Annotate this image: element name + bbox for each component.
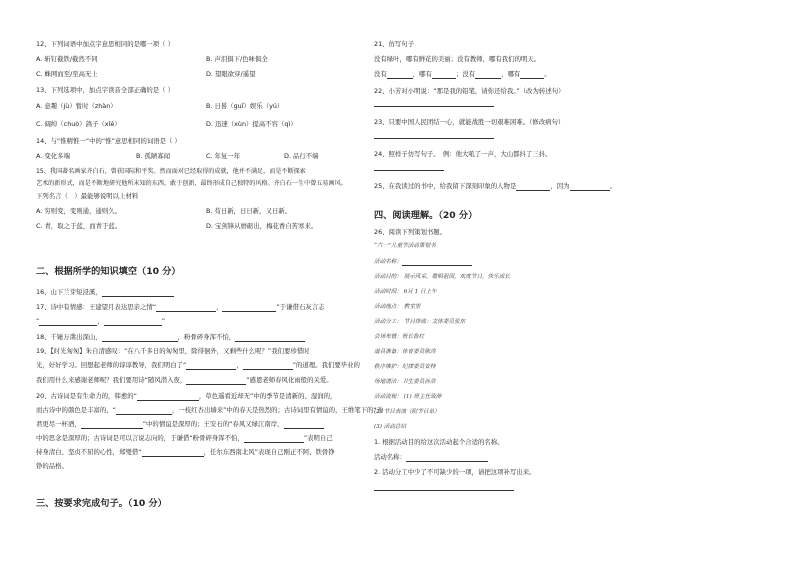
q24-answer-line[interactable] — [374, 170, 444, 171]
q18-blank-2[interactable] — [235, 334, 305, 342]
q20-blank-1[interactable] — [137, 393, 199, 401]
q20-text-a: 20、古诗词是有生命力的，韩愈的“ — [36, 392, 137, 400]
q19-line-2: 光，好好学习。回想起老师的谆谆教导，我们明白了“ ， ”的道理。我们要毕业的 — [36, 361, 360, 369]
plan-row-time: 活动时间： 6月 1 日上午 — [374, 289, 437, 295]
q20-line-2 — [36, 406, 383, 415]
q22-text: 22、小芳对小明说：“那是我的铅笔，请你还给我。”（改为转述句） — [374, 87, 565, 95]
q21-blank-2[interactable] — [432, 71, 456, 79]
q13-option-b: B. 日晷（guǐ）娱乐（yú） — [206, 102, 284, 110]
q16-text: 16、山下兰芽短浸溪， — [36, 288, 102, 296]
q18-text: 18、千锤万凿出深山， — [36, 333, 102, 341]
q21-text-4: ，哪有 — [501, 70, 521, 78]
q12-option-b: B. 声泪俱下/色味俱全 — [206, 55, 268, 63]
plan-name-blank[interactable] — [402, 259, 472, 266]
plan-row-place: 活动地点： 教室里 — [374, 304, 421, 310]
q19-text-b: 光，好好学习。回想起老师的谆谆教导，我们明白了“ — [36, 361, 187, 369]
q17-line-1: 17、诗中有情感：王建望月表达思亲之情“ ， ”于谦借石灰言志 — [36, 303, 325, 311]
q20-blank-6[interactable] — [142, 449, 204, 457]
q19-text-e: 我们用什么来感谢老师呢？我们要用诗“随风潜入夜， — [36, 376, 187, 384]
q19-text-d: 我们要毕业的 — [321, 361, 360, 369]
q20-text-i: 持身清白、坚贞不屈的心性，郑燮借“ — [36, 448, 142, 456]
q20-blank-4[interactable] — [284, 421, 324, 429]
section-4-title: 四、阅读理解。（20 分） — [374, 210, 478, 221]
plan-row-order: 秩序维护：纪律委员安特 — [374, 364, 436, 370]
q14-option-a: A. 变化多端 — [36, 152, 70, 160]
q20-blank-2[interactable] — [116, 407, 172, 415]
q19-line-3 — [36, 376, 333, 385]
plan-row-props: 道具准备：体育委员陈涛 — [374, 349, 436, 355]
plan-row-venue: 会场布置：班长鲁红 — [374, 334, 425, 340]
q16-blank[interactable] — [102, 289, 174, 297]
q20-line-3 — [36, 420, 324, 429]
q21-text-2: ，哪有 — [412, 70, 432, 78]
q19-line-1: 19、【时光匆匆】朱自清感叹：“在八千多日的匆匆里，除徘徊外，又剩些什么呢？”我们要珍惜时 — [36, 347, 310, 355]
section-3-title: 三、按要求完成句子。（10 分） — [36, 498, 167, 509]
q20-line-6: 铮的品格。 — [36, 462, 68, 470]
q17-blank-3[interactable] — [39, 318, 97, 326]
q19-text-f: ”感恩老师春风化雨般的关爱。 — [246, 376, 333, 384]
q20-text-j: ，任尔东西南北风”表现自己刚正不阿、铁骨铮 — [203, 448, 335, 456]
sub1-blank[interactable] — [406, 454, 488, 462]
q17-blank-1[interactable] — [156, 304, 216, 312]
q21-text-1: 没有 — [374, 70, 387, 78]
q19-blank-3[interactable] — [186, 377, 246, 385]
q17-blank-4[interactable] — [104, 318, 162, 326]
q20-text-d: ，一枝红杏出墙来”中的春天是热烈的；古诗词里有情谊的，王维笔下的“劝 — [172, 406, 384, 414]
section-2-title: 二、根据所学的知识填空（10 分） — [36, 266, 181, 277]
q20-blank-5[interactable] — [244, 435, 304, 443]
q20-text-c: 而古诗中的颜色是丰富的，“ — [36, 406, 116, 414]
plan-row-flow-2: (2) 节目表演（附节目单） — [374, 409, 440, 415]
sub-question-1: 1. 根据活动目的给这次活动起个合适的名称。 — [374, 438, 504, 446]
sub1-label: 活动名称： — [374, 453, 406, 461]
q15-line-2: 艺术的新形式，而是不断地研究他所未知的东西，敢于创新，最终形成自己独特的风格。齐白石一生中曾五易画风。 — [36, 180, 347, 187]
q24-text: 24、照样子仿写句子。 例：他大吼了一声，大山都抖了三抖。 — [374, 150, 552, 158]
q14-option-d: D. 品行不端 — [284, 152, 319, 160]
q26-text: 26、阅读下列策划书题。 — [374, 228, 447, 236]
q17-text-d: ” — [161, 317, 166, 325]
q20-line-1 — [36, 392, 336, 401]
plan-row-name — [374, 258, 472, 266]
q17-line-2: “ ， ” — [36, 317, 166, 325]
plan-row-purpose: 活动目的： 展示风采，歌唱祖国，欢度节日，快乐成长 — [374, 274, 511, 280]
q21-title: 21、仿写句子 — [374, 40, 415, 48]
q19-text-c: ”的道理。 — [292, 361, 322, 369]
q23-answer-line[interactable] — [374, 138, 494, 139]
q12-stem: 12、下列词语中加点字意思相同的是哪一项（ ） — [36, 40, 174, 48]
q20-text-b: ，草色遥看近却无”中的季节是清新的、湿润的， — [198, 392, 337, 400]
q25-blank-1[interactable] — [516, 183, 550, 191]
q18-blank-1[interactable] — [102, 334, 178, 342]
q15-option-a: A. 穷则变，变则通，通则久。 — [36, 207, 122, 215]
q21-text-3: 没有 — [462, 70, 476, 78]
q12-option-d: D. 望眼欲穿/遥望 — [206, 70, 256, 78]
q21-answer-line: 没有 ，哪有 ；没有 ，哪有 。 — [374, 70, 551, 78]
q21-text-5: 。 — [544, 70, 551, 78]
q15-prompt: 下列名言（ ）最能够说明以上材料 — [36, 192, 139, 200]
q20-line-5 — [36, 448, 335, 457]
q21-example: 没有绿叶，哪有鲜花的美丽；没有教师，哪有我们的明天。 — [374, 55, 541, 63]
q17-text-a: 17、诗中有情感：王建望月表达思亲之情“ — [36, 303, 157, 311]
sub-question-2: 2. 活动分工中少了不可缺少的一项，请把这项补写出来。 — [374, 468, 536, 476]
plan-row-cleaning: 场地清洁：卫生委员孙浩 — [374, 379, 436, 385]
q21-blank-3[interactable] — [475, 71, 501, 79]
sub2-answer-line[interactable] — [374, 490, 514, 491]
q13-option-a: A. 意趣（jù）暂时（zhàn） — [36, 102, 117, 110]
q13-stem: 13、下列选项中，加点字读音全部正确的是（ ） — [36, 86, 174, 94]
q21-blank-4[interactable] — [520, 71, 544, 79]
q17-text-c: “ — [36, 317, 40, 325]
q14-stem: 14、与“惟精惟一”中的“惟”意思相同的词语是（ ） — [36, 137, 181, 145]
q15-option-d: D. 宝剑锋从磨砺出，梅花香自苦寒来。 — [206, 222, 318, 230]
q25-text-b: ，因为 — [550, 182, 570, 190]
q20-text-f: ”中的情谊是深厚的；王安石的“春风又绿江南岸， — [142, 420, 284, 428]
q20-line-4 — [36, 434, 333, 443]
q21-blank-1[interactable] — [387, 71, 413, 79]
q20-text-h: ”表明自己 — [303, 434, 333, 442]
q17-blank-2[interactable] — [222, 304, 276, 312]
q20-text-g: 中的思念是深厚的；古诗词是可以言说志向的，于谦借“粉骨碎身浑不怕， — [36, 434, 244, 442]
q15-line-1: 15、我国著名画家齐白石，曾获国际和平奖。然而面对已经取得的成就，他并不满足，而是不断探索 — [36, 168, 306, 175]
sub-question-1-answer — [374, 453, 488, 462]
plan-row-division: 活动分工： 节目排练：文体委员张东 — [374, 319, 466, 325]
q13-option-c: C. 阔绰（chuò）鸽子（xǐé） — [36, 120, 121, 128]
q15-option-b: B. 苟日新，日日新，又日新。 — [206, 207, 292, 215]
q14-option-c: C. 年复一年 — [206, 152, 241, 160]
plan-row-name-label: 活动名称： — [374, 259, 402, 265]
q12-option-a: A. 斩钉截铁/截然不同 — [36, 55, 98, 63]
plan-title: “六一”儿童节活动策划书 — [374, 243, 436, 249]
plan-row-flow: 活动流程： (1) 班主任致辞 — [374, 394, 442, 400]
q18-text-b: ，粉骨碎身浑不怕， — [177, 333, 236, 341]
q22-answer-line[interactable] — [374, 106, 494, 107]
q25-blank-2[interactable] — [570, 183, 610, 191]
q20-blank-3[interactable] — [81, 421, 143, 429]
q17-text-b: ”于谦借石灰言志 — [276, 303, 325, 311]
q25-text-a: 25、在我读过的书中，给我留下深刻印象的人物是 — [374, 182, 517, 190]
q23-text: 23、只要中国人民团结一心，就能战胜一切艰难困难。（修改病句） — [374, 118, 565, 126]
plan-row-flow-3: (3) 活动总结 — [374, 424, 407, 430]
q19-blank-2[interactable] — [243, 362, 293, 370]
q19-blank-1[interactable] — [186, 362, 236, 370]
q20-text-e: 君更尽一杯酒， — [36, 420, 81, 428]
q12-option-c: C. 蛛网而至/至高无上 — [36, 70, 98, 78]
q25: 25、在我读过的书中，给我留下深刻印象的人物是 ，因为 。 — [374, 182, 616, 190]
q14-option-b: B. 孤陋寡闻 — [136, 152, 171, 160]
q13-option-d: D. 迅速（xùn）提高不容（qì） — [206, 120, 297, 128]
q15-option-c: C. 青，取之于蓝，而青于蓝。 — [36, 222, 122, 230]
q18 — [36, 333, 305, 342]
q16 — [36, 288, 174, 297]
